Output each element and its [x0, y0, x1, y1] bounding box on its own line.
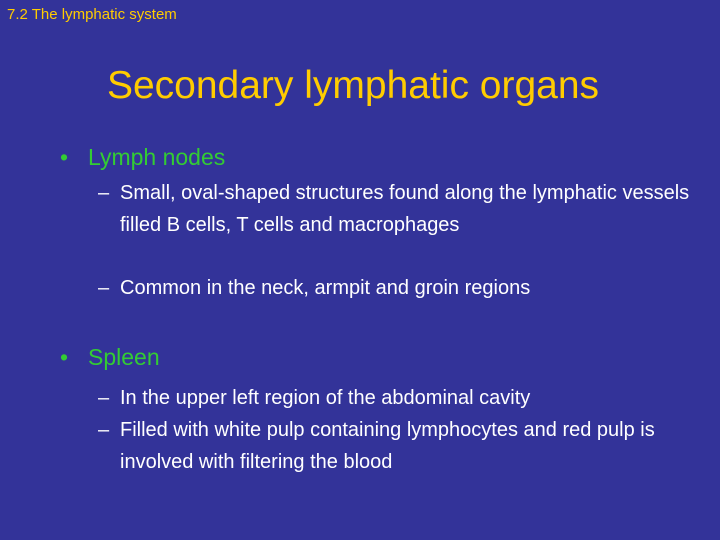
- subitem-marker: –: [98, 182, 110, 204]
- subitem-text: In the upper left region of the abdominal cavity: [120, 387, 531, 409]
- bullet-spleen: [60, 344, 160, 371]
- subitem-marker: –: [98, 387, 110, 409]
- subitem-spleen-location: [98, 382, 698, 414]
- subitem-text: Filled with white pulp containing lymphocytes and red pulp is involved with filtering the blood: [120, 419, 655, 473]
- subitem-lymph-structures: [98, 177, 698, 241]
- subitem-marker: –: [98, 419, 110, 441]
- bullet-label: Spleen: [88, 344, 160, 370]
- subitem-text: Small, oval-shaped structures found along the lymphatic vessels filled B cells, T cells and macrophages: [120, 182, 690, 236]
- subitem-lymph-regions: [98, 272, 698, 304]
- bullet-label: Lymph nodes: [88, 144, 226, 170]
- subitem-spleen-pulp: [98, 414, 698, 478]
- bullet-marker: •: [60, 144, 69, 170]
- bullet-marker: •: [60, 344, 69, 370]
- section-label: 7.2 The lymphatic system: [7, 6, 177, 23]
- slide-title: Secondary lymphatic organs: [106, 64, 600, 107]
- subitem-text: Common in the neck, armpit and groin regions: [120, 277, 531, 299]
- subitem-marker: –: [98, 277, 110, 299]
- bullet-lymph-nodes: [60, 144, 225, 171]
